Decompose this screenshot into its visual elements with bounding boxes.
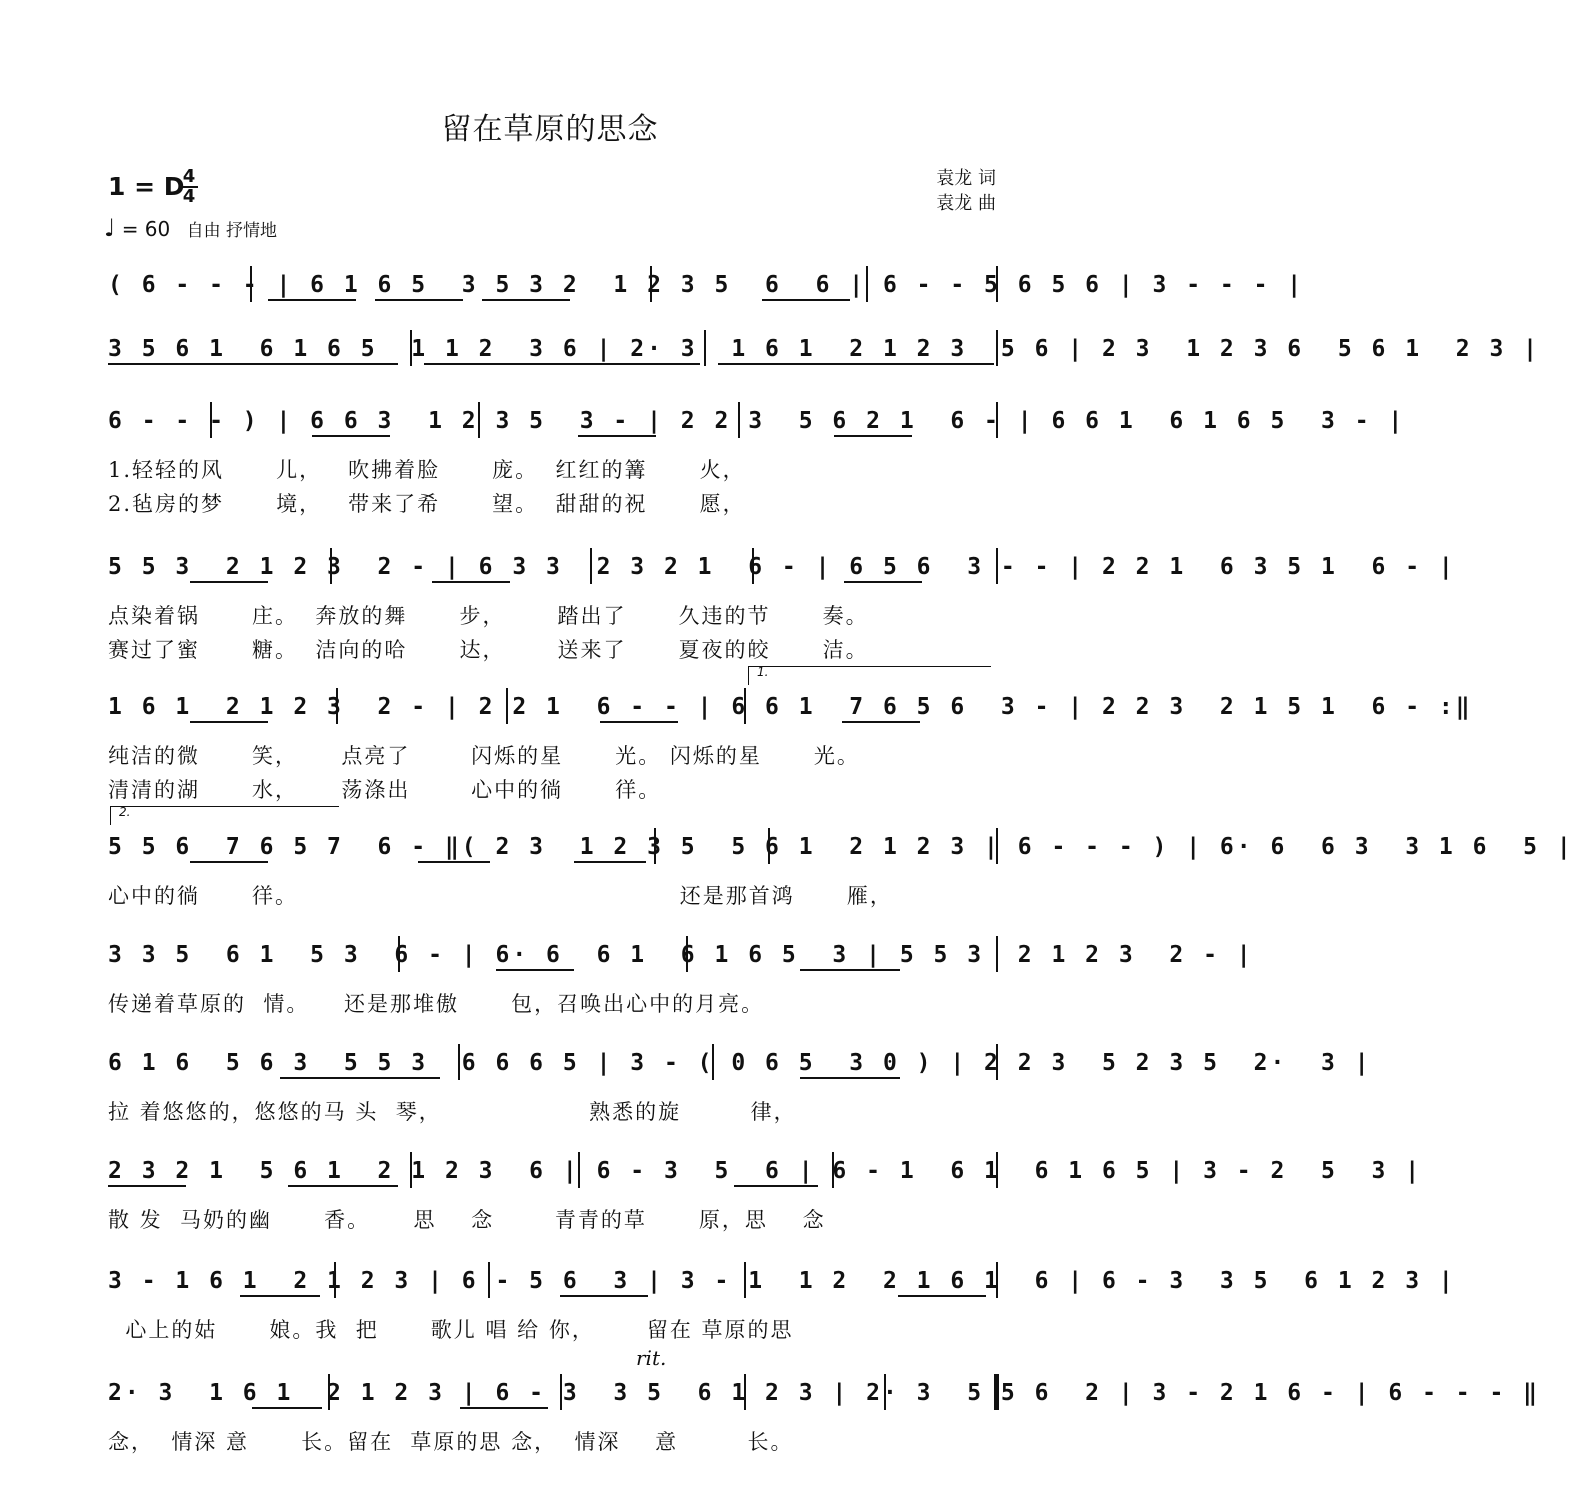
tempo-marking [104, 214, 277, 242]
tempo-description: 自由 抒情地 [186, 221, 278, 241]
time-signature [180, 168, 198, 206]
notation: 5 5 3 2 1 2 3 2 - | 6 3 3 2 3 2 1 6 - | 6 5 6 3 - - | 2 2 1 6 3 5 1 6 - | [108, 554, 1456, 580]
meter-bottom: 4 [182, 186, 196, 207]
tempo-value: = 60 [121, 217, 171, 241]
lyrics-verse-2: 清清的湖 水， 荡涤出 心中的徜 徉。 [108, 778, 662, 802]
credits [936, 166, 996, 216]
lyrics: 心上的姑 娘。我 把 歌儿 唱 给 你， 留在 草原的思 [108, 1318, 794, 1342]
notation: 3 5 6 1 6 1 6 5 1 1 2 3 6 | 2· 3 1 6 1 2 1 2 3 5 6 | 2 3 1 2 3 6 5 6 1 2 3 | [108, 336, 1541, 362]
notation: 1 6 1 2 1 2 3 2 - | 2 2 1 6 - - | 6 6 1 7 6 5 6 3 - | 2 2 3 2 1 5 1 6 - :‖ [108, 694, 1473, 720]
notation: 3 3 5 6 1 5 3 6 - | 6· 6 6 1 6 1 6 5 3 | 5 5 3 2 1 2 3 2 - | [108, 942, 1254, 968]
lyrics: 心中的徜 徉。 还是那首鸿 雁， [108, 884, 893, 908]
lyricist-credit: 袁龙 词 [936, 168, 996, 189]
notation: 3 - 1 6 1 2 1 2 3 | 6 - 5 6 3 | 3 - 1 1 2 2 1 6 1 6 | 6 - 3 3 5 6 1 2 3 | [108, 1268, 1456, 1294]
lyrics-verse-2: 赛过了蜜 糖。 洁向的哈 达， 送来了 夏夜的皎 洁。 [108, 638, 869, 662]
lyrics: 传递着草原的 情。 还是那堆傲 包，召唤出心中的月亮。 [108, 992, 765, 1016]
meter-top: 4 [182, 166, 196, 187]
lyrics-verse-1: 1.轻轻的风 儿， 吹拂着脸 庞。 红红的篝 火， [108, 458, 746, 482]
quarter-note-icon: ♩ [104, 214, 116, 242]
lyrics-verse-1: 纯洁的微 笑， 点亮了 闪烁的星 光。 闪烁的星 光。 [108, 744, 860, 768]
lyrics: 念， 情深 意 长。留在 草原的思 念， 情深 意 长。 [108, 1430, 794, 1454]
lyrics: 散 发 马奶的幽 香。 思 念 青青的草 原，思 念 [108, 1208, 826, 1232]
lyrics-verse-2: 2.毡房的梦 境， 带来了希 望。 甜甜的祝 愿， [108, 492, 746, 516]
notation: 6 - - - ) | 6 6 3 1 2 3 5 3 - | 2 2 3 5 6 2 1 6 - | 6 6 1 6 1 6 5 3 - | [108, 408, 1406, 434]
notation: 5 5 6 7 6 5 7 6 - ‖( 2 3 1 2 3 5 5 6 1 2 1 2 3 | 6 - - - ) | 6· 6 6 3 3 1 6 5 | [108, 834, 1574, 860]
song-title: 留在草原的思念 [441, 112, 659, 147]
notation: 2 3 2 1 5 6 1 2 1 2 3 6 | 6 - 3 5 6 | 6 - 1 6 1 6 1 6 5 | 3 - 2 5 3 | [108, 1158, 1423, 1184]
notation: 6 1 6 5 6 3 5 5 3 6 6 6 5 | 3 - ( 0 6 5 3 0 ) | 2 2 3 5 2 3 5 2· 3 | [108, 1050, 1372, 1076]
composer-credit: 袁龙 曲 [936, 193, 996, 214]
ritardando-marking: rit. [636, 1346, 667, 1370]
key-signature: 1 = D [108, 172, 185, 201]
second-ending: 2. [110, 806, 339, 825]
lyrics: 拉 着悠悠的，悠悠的马 头 琴， 熟悉的旋 律， [108, 1100, 797, 1124]
first-ending: 1. [748, 666, 991, 685]
lyrics-verse-1: 点染着锅 庄。 奔放的舞 步， 踏出了 久违的节 奏。 [108, 604, 869, 628]
notation: ( 6 - - - | 6 1 6 5 3 5 3 2 1 2 3 5 6 6 | 6 - - 5 6 5 6 | 3 - - - | [108, 272, 1305, 298]
notation: 2· 3 1 6 1 2 1 2 3 | 6 - 3 3 5 6 1 2 3 | 2· 3 5 5 6 2 | 3 - 2 1 6 - | 6 - - - ‖ [108, 1380, 1541, 1406]
